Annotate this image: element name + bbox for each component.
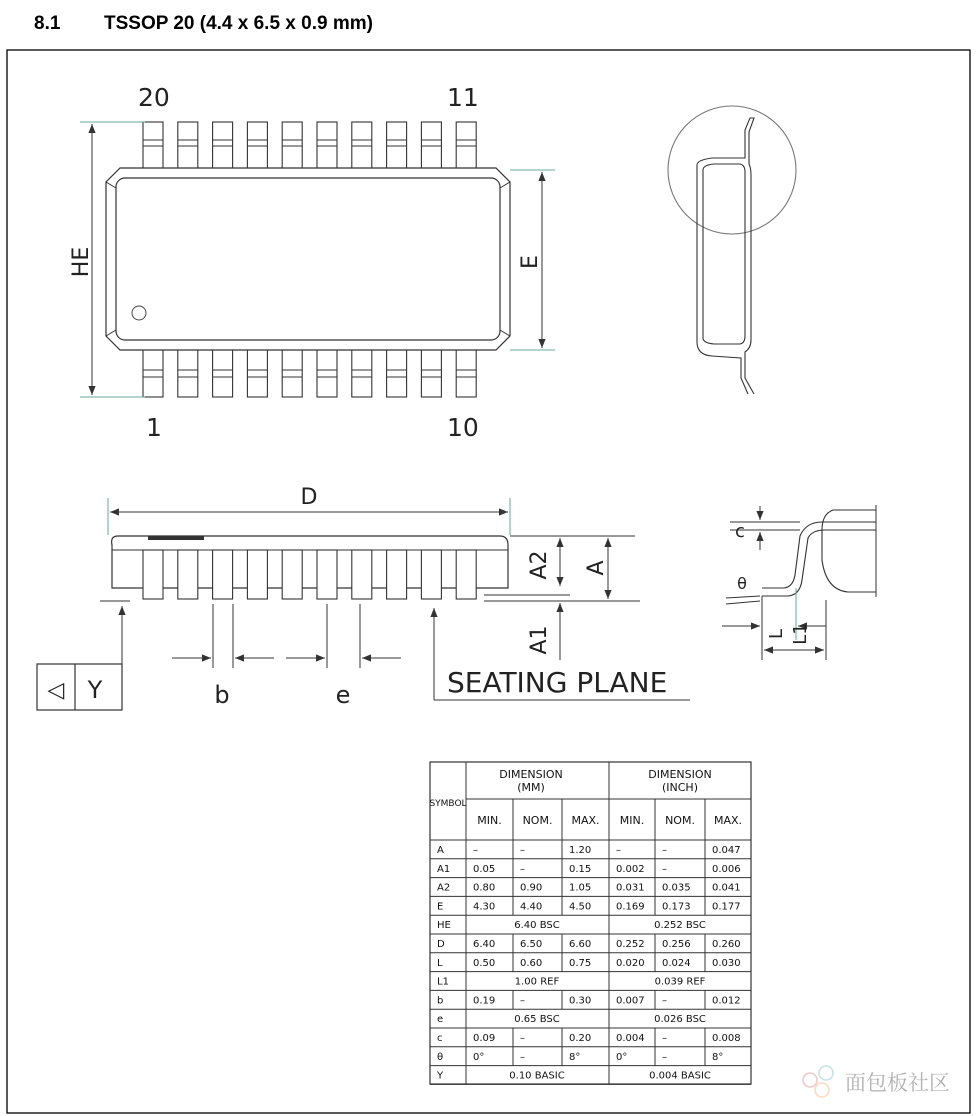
row-value: 8° bbox=[569, 1051, 581, 1063]
row-symbol: L bbox=[437, 957, 443, 969]
side-lead bbox=[282, 550, 302, 599]
table-subheader: MAX. bbox=[713, 814, 743, 827]
row-value: 8° bbox=[712, 1051, 724, 1063]
row-value: 1.05 bbox=[569, 882, 592, 894]
dim-a-label: A bbox=[584, 560, 609, 576]
row-mm-span: 1.00 REF bbox=[514, 976, 560, 988]
row-value: 0.252 bbox=[616, 939, 645, 950]
watermark-text: 面包板社区 bbox=[845, 1071, 950, 1095]
table-subheader: NOM. bbox=[522, 814, 553, 827]
row-value: 0.30 bbox=[569, 995, 592, 1007]
row-value: 0.177 bbox=[712, 901, 741, 913]
lead-pin bbox=[143, 122, 163, 169]
row-value: 0.169 bbox=[616, 901, 645, 913]
dim-b-label: b bbox=[214, 681, 230, 709]
row-value: 0.006 bbox=[712, 863, 741, 875]
row-value: 0.012 bbox=[712, 995, 741, 1007]
row-value: 0.041 bbox=[712, 882, 741, 894]
row-value: 1.20 bbox=[569, 845, 592, 856]
lead-pin bbox=[247, 349, 267, 397]
row-value: – bbox=[662, 1051, 667, 1063]
row-symbol: Y bbox=[437, 1070, 444, 1082]
mm-header-line2: (MM) bbox=[517, 781, 545, 794]
row-value: 0.260 bbox=[712, 939, 741, 950]
row-value: 4.50 bbox=[569, 901, 592, 913]
lead-pin bbox=[213, 349, 233, 397]
dim-c-label: c bbox=[735, 521, 745, 542]
top-view bbox=[69, 83, 555, 442]
row-value: – bbox=[520, 1033, 525, 1044]
row-mm-span: 0.10 BASIC bbox=[509, 1070, 565, 1082]
lead-pin bbox=[213, 122, 233, 169]
row-value: 0.20 bbox=[569, 1033, 592, 1044]
table-subheader: MIN. bbox=[619, 814, 645, 827]
dim-l-label: L bbox=[766, 628, 787, 640]
row-symbol: b bbox=[437, 995, 444, 1007]
row-mm-span: 6.40 BSC bbox=[514, 920, 560, 932]
section-title: TSSOP 20 (4.4 x 6.5 x 0.9 mm) bbox=[104, 13, 373, 34]
row-symbol: E bbox=[437, 901, 444, 913]
row-value: – bbox=[616, 845, 621, 856]
side-lead bbox=[387, 550, 407, 599]
row-value: 0.50 bbox=[473, 957, 496, 969]
lead-detail-view bbox=[722, 505, 876, 660]
pin-label-11: 11 bbox=[447, 83, 479, 112]
end-view bbox=[668, 106, 796, 394]
row-value: 4.30 bbox=[473, 901, 496, 913]
lead-pin bbox=[282, 349, 302, 397]
row-value: 0.008 bbox=[712, 1033, 741, 1044]
row-symbol: L1 bbox=[437, 976, 449, 988]
side-lead bbox=[421, 550, 441, 599]
dim-a2-label: A2 bbox=[527, 550, 552, 580]
side-view bbox=[37, 485, 690, 710]
lead-pin bbox=[178, 349, 198, 397]
mm-header-line1: DIMENSION bbox=[499, 768, 563, 781]
row-value: – bbox=[520, 995, 525, 1007]
row-value: 0.007 bbox=[616, 995, 645, 1007]
row-value: – bbox=[662, 1033, 667, 1044]
row-value: – bbox=[662, 845, 667, 856]
side-lead bbox=[213, 550, 233, 599]
row-symbol: θ bbox=[437, 1051, 444, 1063]
top-pin-row bbox=[143, 122, 476, 169]
row-symbol: A2 bbox=[437, 882, 451, 894]
lead-pin bbox=[352, 122, 372, 169]
lead-pin bbox=[282, 122, 302, 169]
row-symbol: e bbox=[437, 1014, 444, 1026]
bottom-pin-row bbox=[143, 349, 476, 397]
dim-e-pitch-label: e bbox=[335, 681, 351, 709]
row-value: 6.40 bbox=[473, 939, 496, 950]
dim-l1-label: L1 bbox=[790, 623, 811, 645]
row-value: 0.173 bbox=[662, 901, 691, 913]
pin-label-10: 10 bbox=[447, 413, 479, 442]
row-value: 0.05 bbox=[473, 863, 496, 875]
row-value: 0.80 bbox=[473, 882, 496, 894]
row-value: 6.60 bbox=[569, 939, 592, 950]
table-subheader: NOM. bbox=[665, 814, 695, 827]
row-symbol: HE bbox=[437, 920, 451, 932]
row-inch-span: 0.004 BASIC bbox=[649, 1070, 711, 1082]
row-value: 0.024 bbox=[662, 957, 691, 969]
lead-pin bbox=[421, 122, 441, 169]
row-symbol: A bbox=[437, 845, 444, 856]
lead-pin bbox=[247, 122, 267, 169]
dim-d-label: D bbox=[300, 485, 318, 510]
side-lead bbox=[178, 550, 198, 599]
side-lead bbox=[352, 550, 372, 599]
table-subheader: MIN. bbox=[477, 814, 502, 827]
row-value: 0.031 bbox=[616, 882, 645, 894]
row-value: 0.002 bbox=[616, 863, 645, 875]
lead-pin bbox=[317, 122, 337, 169]
lead-pin bbox=[317, 349, 337, 397]
symbol-header: SYMBOL bbox=[429, 799, 467, 809]
lead-pin bbox=[456, 349, 476, 397]
row-value: 0.030 bbox=[712, 957, 741, 969]
lead-pin bbox=[456, 122, 476, 169]
row-value: – bbox=[662, 995, 667, 1007]
row-value: – bbox=[520, 845, 525, 856]
row-value: 0.035 bbox=[662, 882, 691, 894]
dimension-table bbox=[429, 762, 751, 1084]
inch-header-line1: DIMENSION bbox=[648, 768, 712, 781]
side-lead bbox=[247, 550, 267, 599]
row-mm-span: 0.65 BSC bbox=[514, 1014, 560, 1026]
row-value: 0.020 bbox=[616, 957, 645, 969]
row-inch-span: 0.252 BSC bbox=[654, 920, 706, 932]
pin-label-20: 20 bbox=[138, 83, 170, 112]
package-body bbox=[106, 168, 510, 350]
row-value: 0.19 bbox=[473, 995, 496, 1007]
row-value: 0.60 bbox=[520, 957, 543, 969]
side-lead bbox=[456, 550, 476, 599]
datum-letter: Y bbox=[87, 676, 103, 704]
row-value: 0.09 bbox=[473, 1033, 496, 1044]
row-value: – bbox=[520, 863, 525, 875]
inch-header-line2: (INCH) bbox=[661, 781, 699, 794]
row-value: 0.15 bbox=[569, 863, 592, 875]
lead-pin bbox=[387, 122, 407, 169]
table-subheader: MAX. bbox=[571, 814, 600, 827]
row-value: 0.047 bbox=[712, 845, 741, 856]
dim-e-label: E bbox=[518, 255, 543, 269]
lead-pin bbox=[387, 349, 407, 397]
row-value: 0° bbox=[473, 1051, 485, 1063]
side-lead bbox=[317, 550, 337, 599]
row-symbol: A1 bbox=[437, 863, 451, 875]
dim-he-label: HE bbox=[69, 246, 94, 278]
row-value: – bbox=[662, 863, 667, 875]
lead-pin bbox=[421, 349, 441, 397]
watermark bbox=[803, 1066, 950, 1097]
side-lead bbox=[143, 550, 163, 599]
row-value: 4.40 bbox=[520, 901, 543, 913]
lead-pin bbox=[352, 349, 372, 397]
lead-pin bbox=[143, 349, 163, 397]
row-value: 6.50 bbox=[520, 939, 543, 950]
row-value: 0.75 bbox=[569, 957, 592, 969]
lead-pin bbox=[178, 122, 198, 169]
row-symbol: D bbox=[437, 939, 445, 950]
dim-a1-label: A1 bbox=[527, 625, 552, 655]
section-number: 8.1 bbox=[34, 13, 61, 34]
row-value: – bbox=[520, 1051, 525, 1063]
datum-symbol: ◁ bbox=[47, 678, 65, 703]
row-value: 0.004 bbox=[616, 1033, 645, 1044]
row-value: 0.256 bbox=[662, 939, 691, 950]
seating-plane-label: SEATING PLANE bbox=[447, 666, 668, 699]
row-inch-span: 0.026 BSC bbox=[654, 1014, 706, 1026]
dim-theta-label: θ bbox=[737, 574, 747, 593]
row-value: 0° bbox=[616, 1051, 628, 1063]
pin-label-1: 1 bbox=[146, 413, 162, 442]
row-symbol: c bbox=[437, 1033, 443, 1044]
row-value: – bbox=[473, 845, 478, 856]
row-value: 0.90 bbox=[520, 882, 543, 894]
row-inch-span: 0.039 REF bbox=[654, 976, 706, 988]
watermark-logo bbox=[803, 1066, 833, 1097]
